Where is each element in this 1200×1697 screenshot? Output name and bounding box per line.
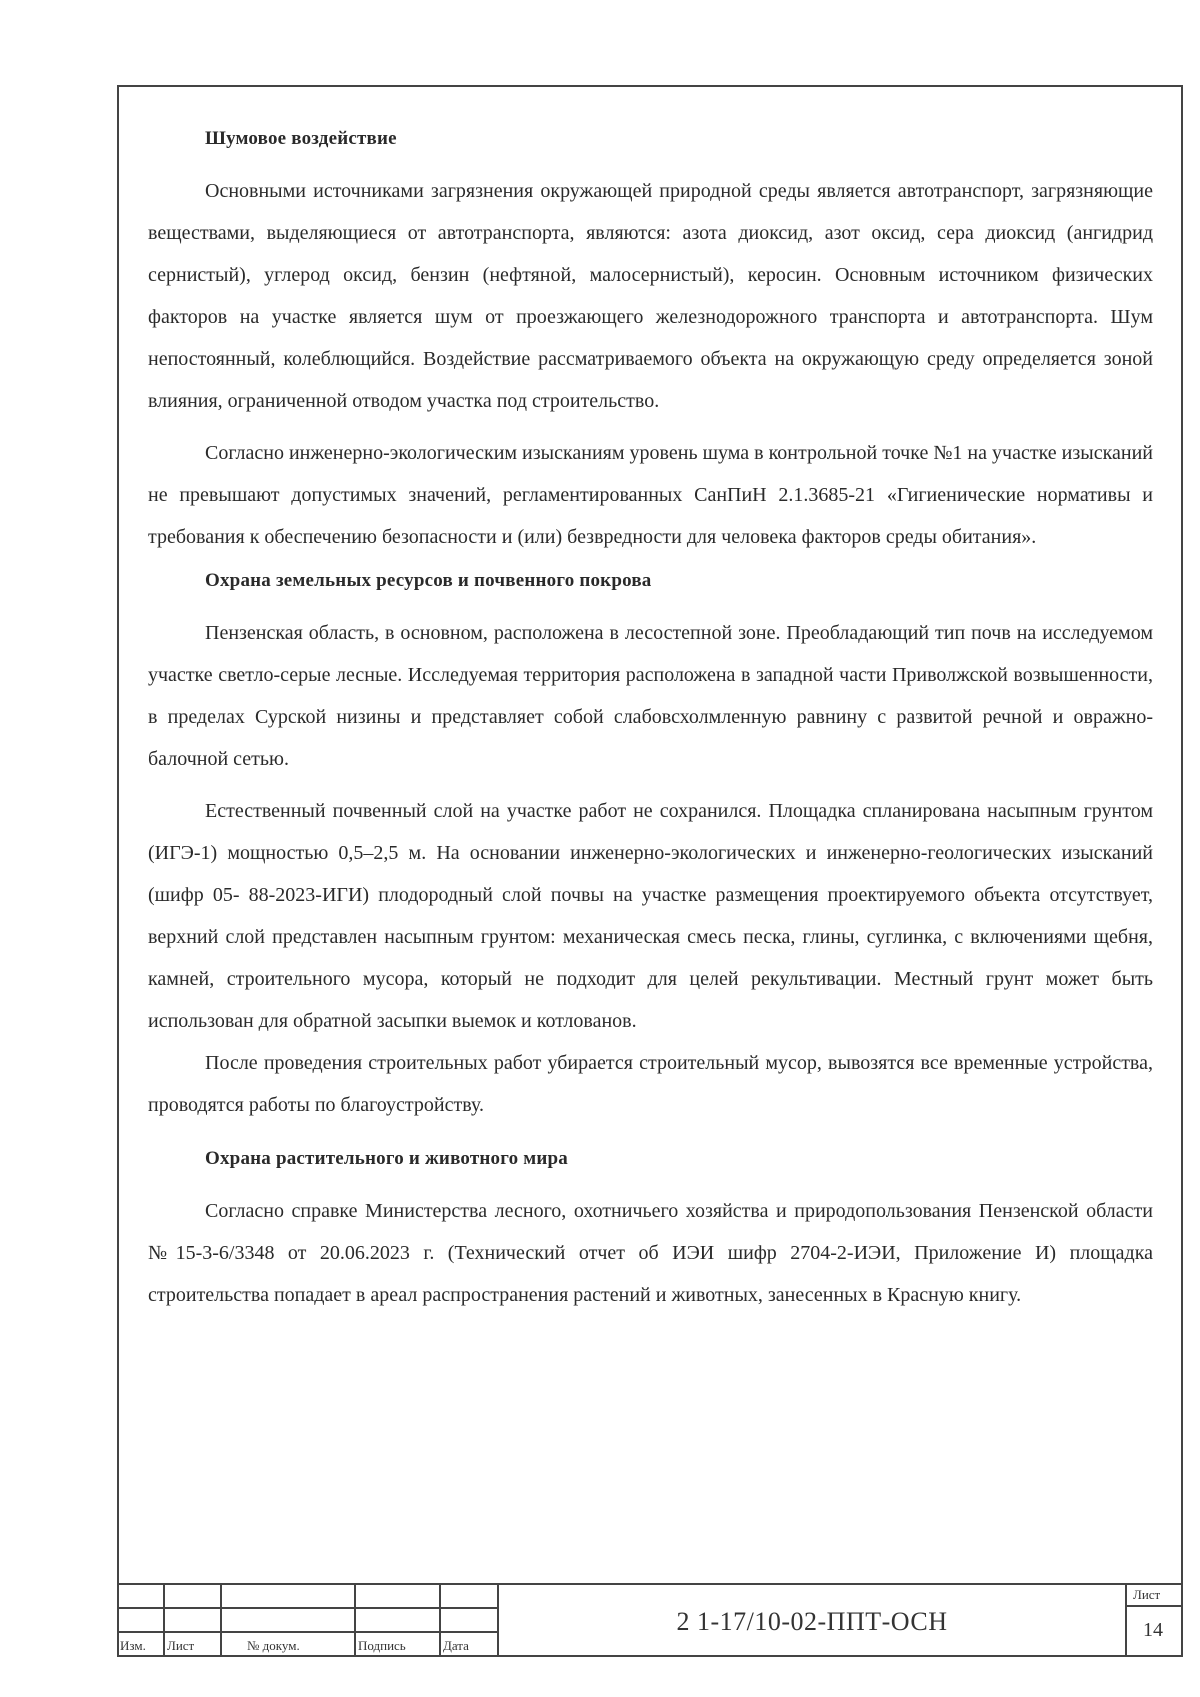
stamp-top-line [117, 1583, 1183, 1585]
paragraph-soil-layer: Естественный почвенный слой на участке работ не сохранился. Площадка спланирована насыпным грунтом (ИГЭ-1) мощностью 0,5–2,5 м. На основании инженерно-экологических и инженерно-геологических изысканий (шифр 05- 88-2023-ИГИ) плодородный слой почвы на участке размещения проектируемого объекта отсутствует, верхний слой представлен насыпным грунтом: механическая смесь песка, глины, суглинка, с включениями щебня, камней, строительного мусора, который не подходит для целей рекультивации. Местный грунт может быть использован для обратной засыпки выемок и котлованов. [148, 800, 1153, 1032]
document-body [148, 128, 1153, 1316]
stamp-label-list: Лист [167, 1638, 195, 1653]
stamp-row-line-2 [117, 1631, 499, 1633]
stamp-label-doc: № докум. [247, 1638, 300, 1653]
section-heading-land-resources: Охрана земельных ресурсов и почвенного покрова [205, 570, 652, 591]
paragraph-red-book: Согласно справке Министерства лесного, охотничьего хозяйства и природопользования Пензенской области №15-3-6/3348 от 20.06.2023 г. (Технический отчет об ИЭИ шифр 2704-2-ИЭИ, Приложение И) площадка строительства попадает в ареал распространения растений и животных, занесенных в Красную книгу. [148, 1200, 1153, 1306]
stamp-sheet-divider [1125, 1605, 1183, 1607]
stamp-label-izm: Изм. [120, 1638, 146, 1653]
document-code: 2 1-17/10-02-ППТ-ОСН [676, 1607, 948, 1636]
section-heading-flora-fauna: Охрана растительного и животного мира [205, 1148, 568, 1169]
stamp-col-line-4 [439, 1583, 441, 1657]
page-number: 14 [1143, 1619, 1163, 1641]
stamp-col-line-2 [220, 1583, 222, 1657]
stamp-row-line-1 [117, 1607, 499, 1609]
stamp-col-line-6 [1125, 1583, 1127, 1657]
stamp-sheet-label: Лист [1133, 1587, 1161, 1602]
stamp-label-date: Дата [443, 1638, 469, 1653]
stamp-col-line-3 [354, 1583, 356, 1657]
stamp-label-sign: Подпись [358, 1638, 406, 1653]
title-block-stamp [117, 1583, 1183, 1657]
paragraph-after-construction: После проведения строительных работ убирается строительный мусор, вывозятся все временные устройства, проводятся работы по благоустройству. [148, 1052, 1153, 1116]
stamp-col-line-5 [497, 1583, 499, 1657]
section-heading-noise: Шумовое воздействие [205, 128, 397, 149]
paragraph-soil-region: Пензенская область, в основном, расположена в лесостепной зоне. Преобладающий тип почв на исследуемом участке светло-серые лесные. Исследуемая территория расположена в западной части Приволжской возвышенности, в пределах Сурской низины и представляет собой слабовсхолмленную равнину с развитой речной и овражно-балочной сетью. [148, 622, 1153, 770]
stamp-col-line-1 [163, 1583, 165, 1657]
paragraph-noise-level: Согласно инженерно-экологическим изысканиям уровень шума в контрольной точке №1 на участке изысканий не превышают допустимых значений, регламентированных СанПиН 2.1.3685-21 «Гигиенические нормативы и требования к обеспечению безопасности и (или) безвредности для человека факторов среды обитания». [148, 442, 1153, 548]
paragraph-noise-sources: Основными источниками загрязнения окружающей природной среды является автотранспорт, загрязняющие веществами, выделяющиеся от автотранспорта, являются: азота диоксид, азот оксид, сера диоксид (ангидрид сернистый), углерод оксид, бензин (нефтяной, малосернистый), керосин. Основным источником физических факторов на участке является шум от проезжающего железнодорожного транспорта и автотранспорта. Шум непостоянный, колеблющийся. Воздействие рассматриваемого объекта на окружающую среду определяется зоной влияния, ограниченной отводом участка под строительство. [148, 180, 1153, 412]
